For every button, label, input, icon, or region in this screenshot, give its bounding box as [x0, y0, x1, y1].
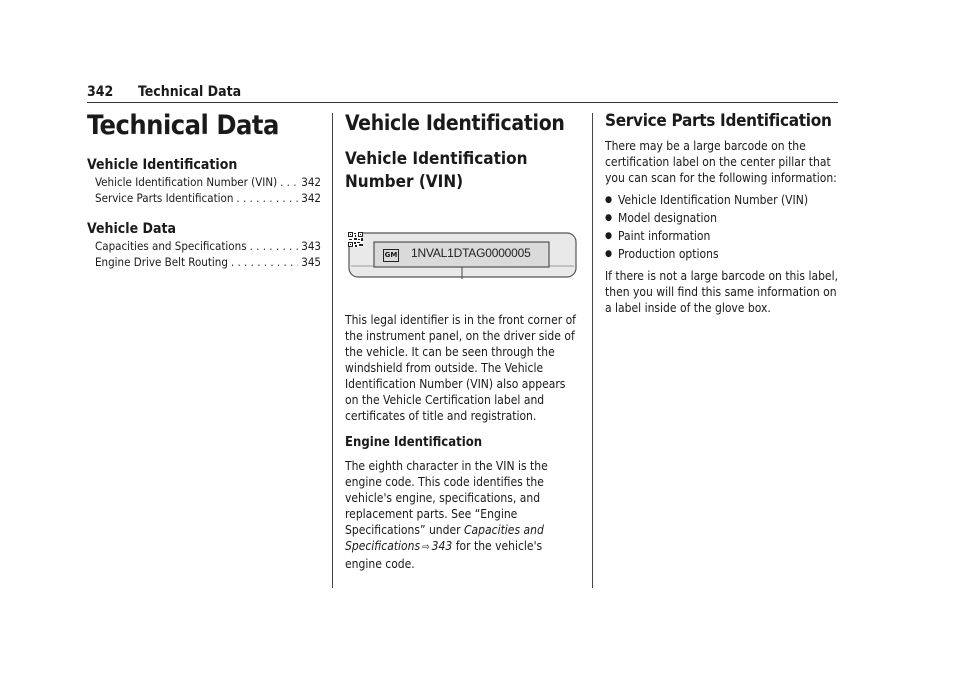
- toc-section-title: Vehicle Data: [87, 221, 176, 237]
- list-item: [605, 191, 839, 209]
- service-parts-column: [605, 110, 839, 316]
- toc-entry-capacities[interactable]: [87, 238, 321, 254]
- toc-entry-page: 345: [301, 255, 321, 269]
- toc-entry-belt-routing[interactable]: [87, 254, 321, 270]
- toc-section-title: Vehicle Identification: [87, 157, 238, 173]
- toc-section-vehicle-data: [87, 220, 321, 270]
- toc-leader-dots: [280, 174, 298, 190]
- header-rule: [87, 102, 838, 103]
- list-item: [605, 245, 839, 263]
- vin-plate-illustration: [348, 232, 578, 288]
- running-header: [87, 84, 838, 104]
- vin-title-line1: Vehicle Identification: [345, 149, 528, 169]
- chapter-toc: [87, 110, 321, 270]
- vin-title-line2: Number (VIN): [345, 172, 464, 192]
- cross-reference-page[interactable]: 343: [431, 539, 453, 553]
- engine-identification-paragraph: [345, 458, 579, 572]
- column-divider-1: [332, 113, 333, 588]
- list-item: [605, 227, 839, 245]
- service-parts-intro: There may be a large barcode on the certification label on the center pillar that you can scan for the following information:: [605, 139, 837, 185]
- column-divider-2: [592, 113, 593, 588]
- engine-paragraph-text-end: for the vehicle's engine code.: [345, 539, 543, 571]
- section-title: Service Parts Identification: [605, 111, 832, 131]
- toc-entry-page: 342: [301, 191, 321, 205]
- bullet-icon: ●: [605, 213, 613, 223]
- toc-entry-page: 342: [301, 175, 321, 189]
- toc-section-vehicle-identification: [87, 156, 321, 206]
- running-header-title: Technical Data: [138, 84, 242, 100]
- vin-subsection-title: [345, 148, 579, 194]
- toc-leader-dots: [231, 254, 298, 270]
- toc-entry-label: Engine Drive Belt Routing: [95, 255, 228, 269]
- toc-entry-label: Capacities and Specifications: [95, 239, 247, 253]
- service-parts-list: [605, 191, 839, 263]
- toc-entry-label: Service Parts Identification: [95, 191, 234, 205]
- bullet-icon: ●: [605, 249, 613, 259]
- vin-location-paragraph: This legal identifier is in the front corner of the instrument panel, on the driver side of the vehicle. It can be seen through the windshield from outside. The Vehicle Identification Number (VIN) also appears on the Vehicle Certification label and certificates of title and registration.: [345, 313, 576, 423]
- vehicle-identification-column: [345, 110, 579, 572]
- vin-plate-number: 1NVAL1DTAG0000005: [411, 246, 531, 260]
- list-item-text: Model designation: [618, 211, 717, 225]
- list-item-text: Production options: [618, 247, 719, 261]
- toc-entry-label: Vehicle Identification Number (VIN): [95, 175, 278, 189]
- engine-identification-title: Engine Identification: [345, 435, 483, 450]
- toc-leader-dots: [250, 238, 299, 254]
- cross-reference-arrow-icon: ⇨: [422, 542, 430, 553]
- service-parts-closing: If there is not a large barcode on this label, then you will find this same information on a label inside of the glove box.: [605, 269, 838, 315]
- list-item-text: Vehicle Identification Number (VIN): [618, 193, 809, 207]
- toc-entry-page: 343: [301, 239, 321, 253]
- chapter-title: Technical Data: [87, 110, 279, 141]
- section-title: Vehicle Identification: [345, 111, 565, 135]
- list-item-text: Paint information: [618, 229, 711, 243]
- cross-reference-link[interactable]: Capacities and Specifications: [345, 523, 544, 553]
- barcode-icon: [348, 232, 363, 247]
- bullet-icon: ●: [605, 195, 613, 205]
- toc-entry-vin[interactable]: [87, 174, 321, 190]
- toc-entry-service-parts[interactable]: [87, 190, 321, 206]
- page-number: 342: [87, 84, 114, 100]
- gm-logo: GM: [383, 249, 399, 262]
- bullet-icon: ●: [605, 231, 613, 241]
- toc-leader-dots: [236, 190, 298, 206]
- engine-paragraph-text: The eighth character in the VIN is the engine code. This code identifies the vehicle's engine, specifications, and replacement parts. See “Engine Specifications” under: [345, 459, 548, 537]
- list-item: [605, 209, 839, 227]
